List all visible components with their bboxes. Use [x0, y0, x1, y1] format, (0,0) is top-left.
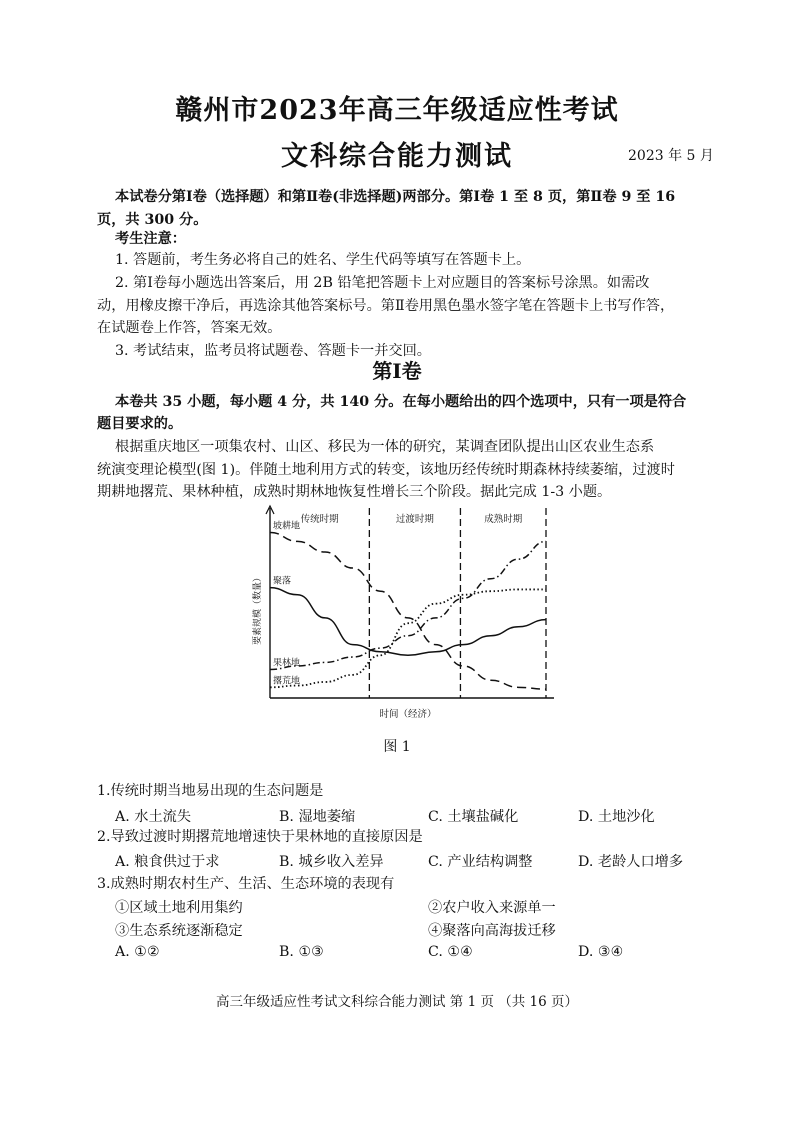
passage-line-1: 根据重庆地区一项集农村、山区、移民为一体的研究，某调查团队提出山区农业生态系: [115, 439, 655, 455]
question-1-option-d: D. 土地沙化: [578, 809, 655, 825]
notice-title: 考生注意：: [115, 231, 186, 247]
question-3-option-a: A. ①②: [115, 944, 160, 960]
x-axis-label: 时间（经济）: [379, 709, 437, 720]
period-label-1: 传统时期: [300, 514, 339, 525]
y-axis-label: 要素规模（数量）: [253, 572, 263, 646]
question-1-option-c: C. 土壤盐碱化: [428, 809, 519, 825]
exam-title: 赣州市2023年高三年级适应性考试: [175, 95, 619, 126]
notice-item-1: 1. 答题前，考生务必将自己的姓名、学生代码等填写在答题卡上。: [115, 252, 531, 268]
period-label-3: 成熟时期: [484, 514, 523, 525]
figure-caption: 图 1: [383, 739, 411, 755]
intro-line-2: 页，共 300 分。: [97, 212, 208, 228]
notice-item-2a: 2. 第Ⅰ卷每小题选出答案后，用 2B 铅笔把答题卡上对应题目的答案标号涂黑。如需改: [115, 275, 650, 291]
question-3-item-2: ②农户收入来源单一: [428, 900, 556, 916]
exam-subtitle: 文科综合能力测试: [281, 141, 513, 172]
question-2-option-b: B. 城乡收入差异: [279, 854, 384, 870]
page-footer: 高三年级适应性考试文科综合能力测试 第 1 页 （共 16 页）: [215, 994, 578, 1010]
notice-item-2c: 在试题卷上作答，答案无效。: [97, 320, 282, 336]
intro-line-1: 本试卷分第Ⅰ卷（选择题）和第Ⅱ卷(非选择题)两部分。第Ⅰ卷 1 至 8 页，第Ⅱ卷 9 至 16: [115, 189, 676, 205]
question-3-item-4: ④聚落向高海拔迁移: [428, 923, 556, 939]
period-label-2: 过渡时期: [395, 514, 434, 525]
series-label-1: 坡耕地: [273, 521, 301, 532]
question-2-stem: 2.导致过渡时期撂荒地增速快于果林地的直接原因是: [97, 829, 423, 845]
section-desc-2: 题目要求的。: [97, 416, 183, 432]
question-3-item-1: ①区域土地利用集约: [115, 900, 243, 916]
question-3-option-c: C. ①④: [428, 944, 473, 960]
series-line-2: [270, 588, 546, 656]
question-3-stem: 3.成熟时期农村生产、生活、生态环境的表现有: [97, 876, 395, 892]
section-desc-1: 本卷共 35 小题，每小题 4 分，共 140 分。在每小题给出的四个选项中，只有一项是符合: [115, 394, 687, 410]
question-1-stem: 1.传统时期当地易出现的生态问题是: [97, 783, 324, 799]
figure-1-chart: [248, 504, 558, 726]
question-1-option-a: A. 水土流失: [115, 809, 192, 825]
series-label-3: 果林地: [273, 658, 301, 669]
series-label-2: 聚落: [273, 576, 292, 587]
series-line-4: [270, 589, 546, 687]
notice-item-2b: 动，用橡皮擦干净后，再选涂其他答案标号。第Ⅱ卷用黑色墨水签字笔在答题卡上书写作答，: [97, 298, 675, 314]
question-2-option-a: A. 粮食供过于求: [115, 854, 220, 870]
question-1-option-b: B. 湿地萎缩: [279, 809, 356, 825]
passage-line-2: 统演变理论模型(图 1)。伴随土地利用方式的转变，该地历经传统时期森林持续萎缩，过渡时: [97, 462, 675, 478]
passage-line-3: 期耕地撂荒、果林种植，成熟时期林地恢复性增长三个阶段。据此完成 1-3 小题。: [97, 484, 612, 500]
question-2-option-d: D. 老龄人口增多: [578, 854, 684, 870]
exam-date: 2023 年 5 月: [628, 148, 714, 164]
question-3-item-3: ③生态系统逐渐稳定: [115, 923, 243, 939]
question-2-option-c: C. 产业结构调整: [428, 854, 533, 870]
series-label-4: 撂荒地: [273, 676, 301, 687]
question-3-option-b: B. ①③: [279, 944, 324, 960]
section-title: 第Ⅰ卷: [372, 359, 422, 383]
question-3-option-d: D. ③④: [578, 944, 624, 960]
series-line-1: [270, 532, 546, 689]
notice-item-3: 3. 考试结束，监考员将试题卷、答题卡一并交回。: [115, 343, 431, 359]
